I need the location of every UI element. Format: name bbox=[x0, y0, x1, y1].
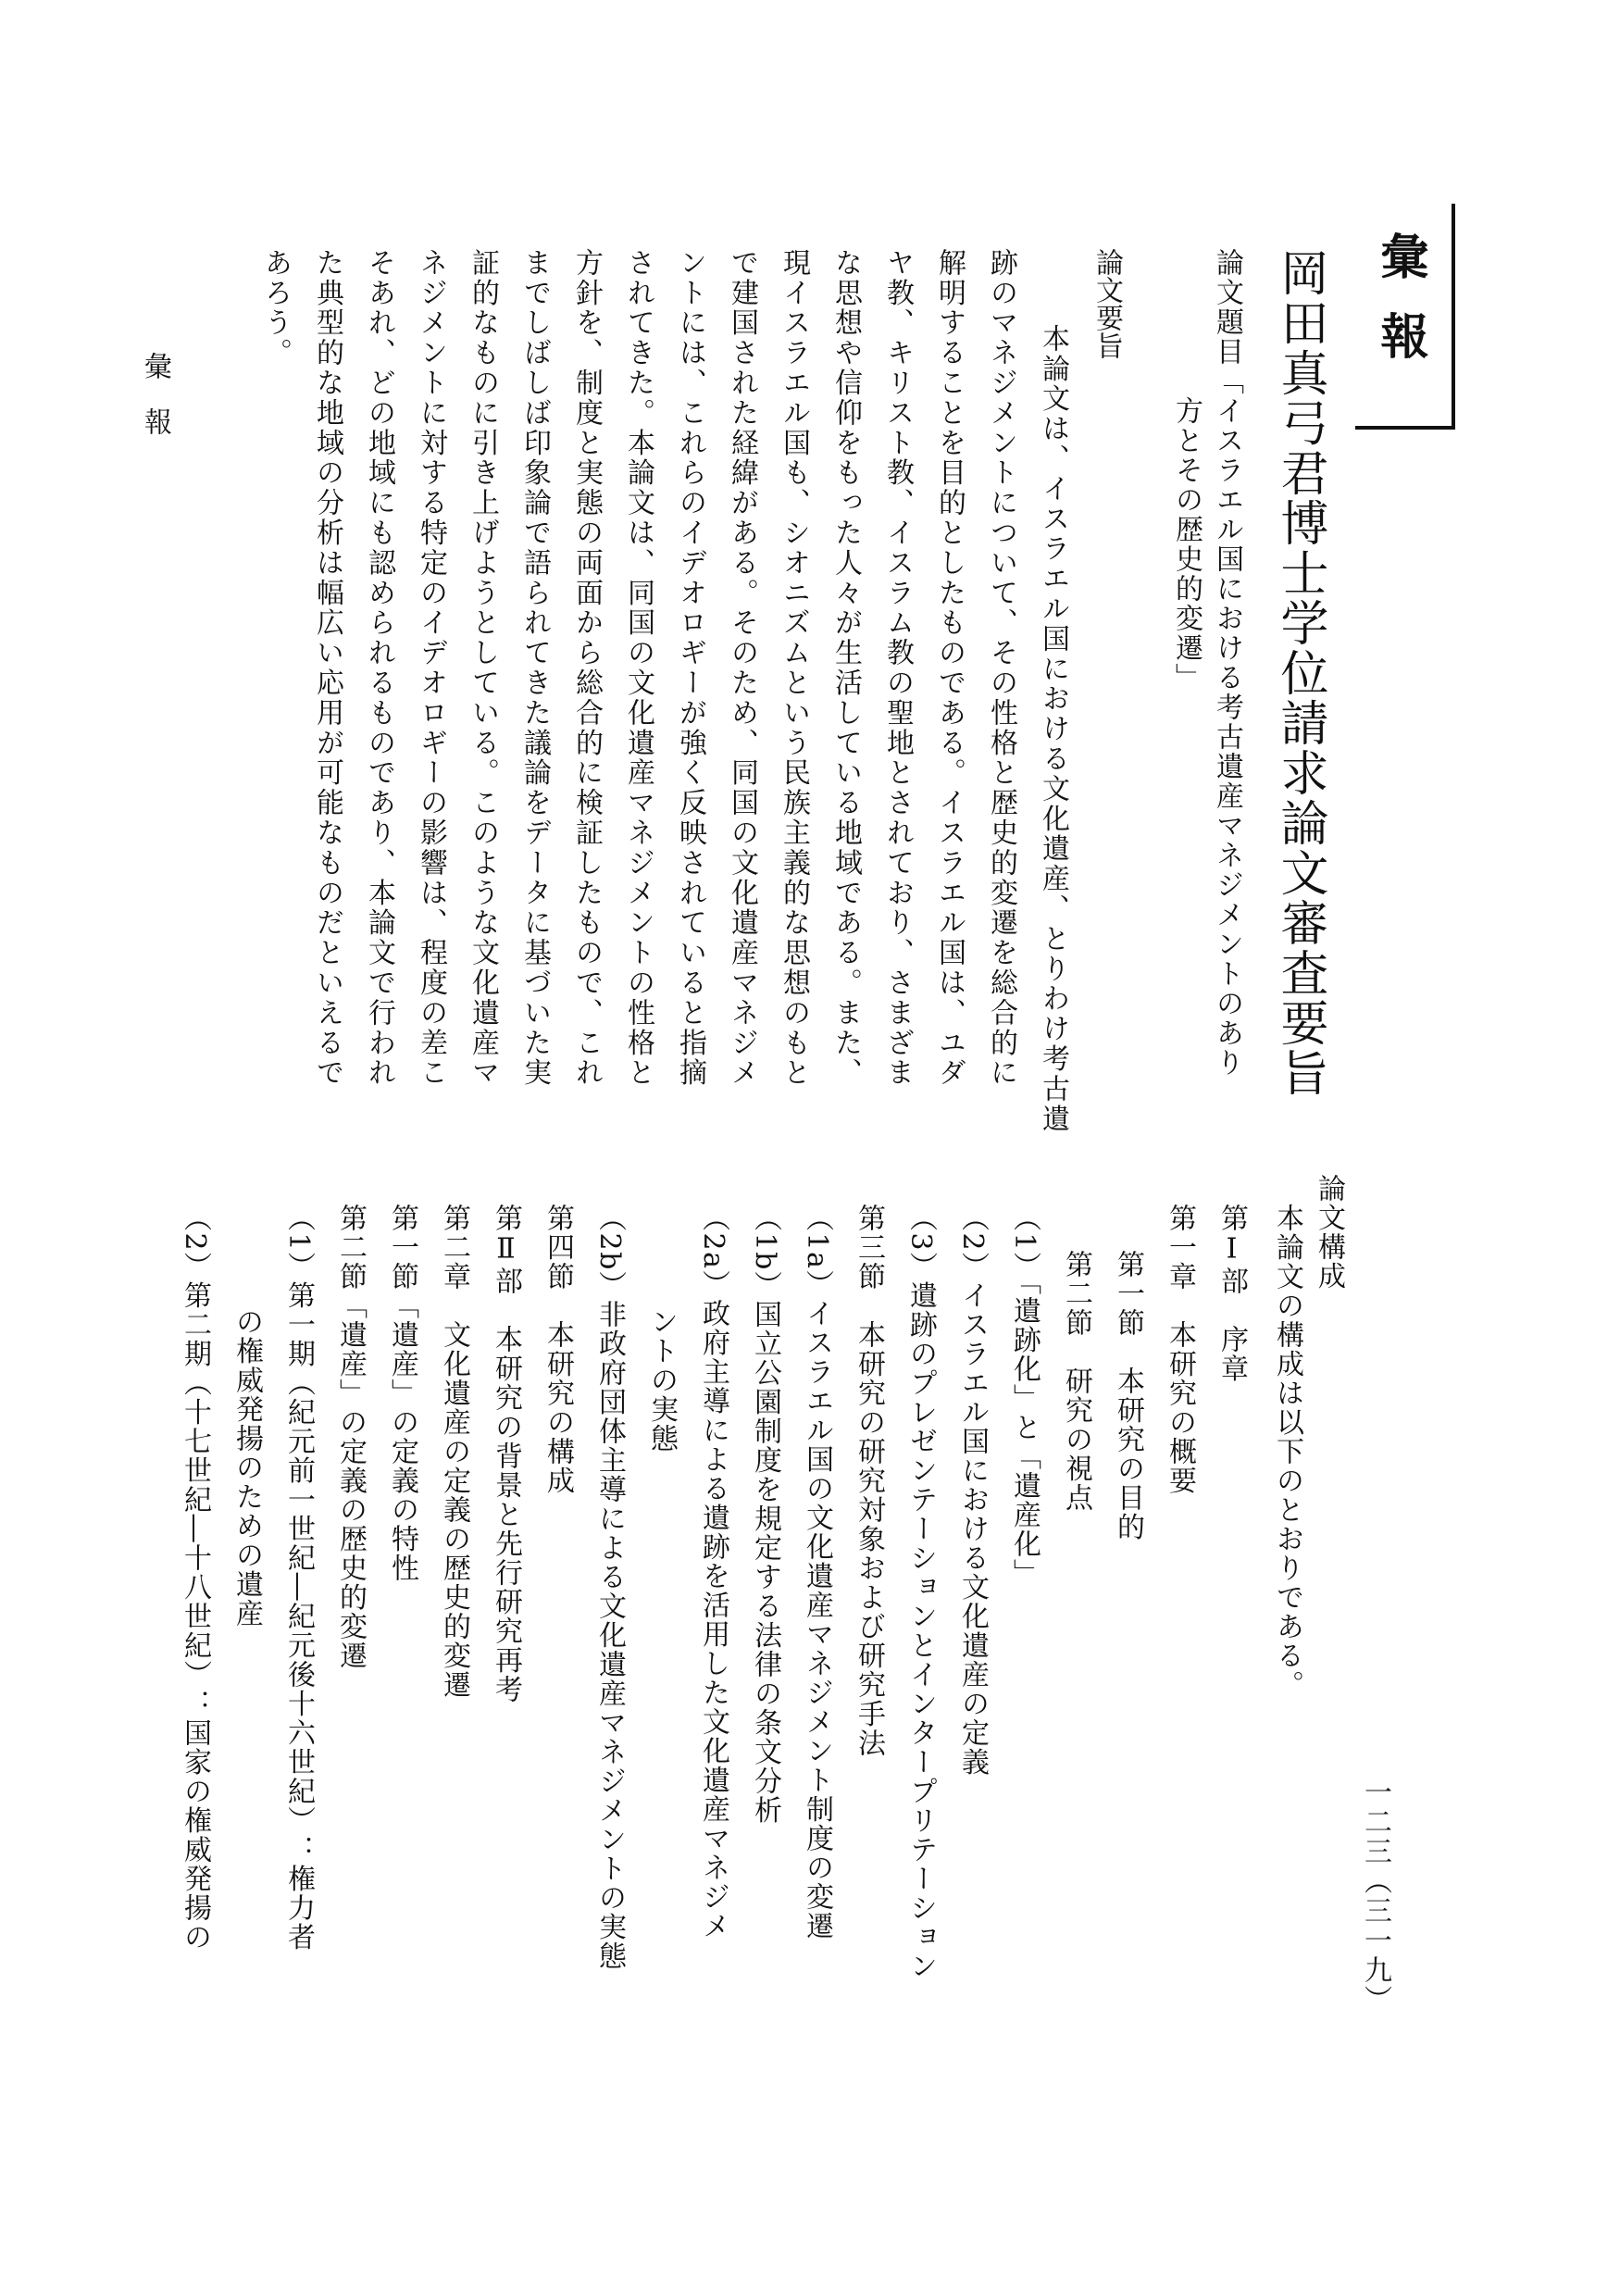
structure-item: 第二節 研究の視点 bbox=[1060, 1250, 1092, 1513]
structure-item: （1）「遺跡化」と「遺産化」 bbox=[1008, 1204, 1041, 1589]
summary-line: な思想や信仰をもった人々が生活している地域である。また、 bbox=[829, 248, 862, 1089]
summary-line: た典型的な地域の分析は幅広い応用が可能なものだといえるで bbox=[311, 248, 343, 1089]
structure-item: （2）イスラエル国における文化遺産の定義 bbox=[956, 1204, 989, 1778]
summary-line: あろう。 bbox=[259, 248, 292, 368]
summary-line: 方針を、制度と実態の両面から総合的に検証したもので、これ bbox=[570, 248, 603, 1089]
page-number: 一二三（三一九） bbox=[1359, 1778, 1391, 2015]
structure-item: 第一章 本研究の概要 bbox=[1164, 1204, 1196, 1495]
structure-item: 第二節「遺産」の定義の歴史的変遷 bbox=[334, 1204, 367, 1670]
summary-line: 本論文は、イスラエル国における文化遺産、とりわけ考古遺 bbox=[1037, 324, 1069, 1134]
structure-item: （2a）政府主導による遺跡を活用した文化遺産マネジメ bbox=[697, 1204, 729, 1940]
summary-line: 証的なものに引き上げようとしている。このような文化遺産マ bbox=[467, 248, 499, 1089]
summary-line: ントには、これらのイデオロギーが強く反映されていると指摘 bbox=[674, 248, 706, 1089]
structure-item: 第三節 本研究の研究対象および研究手法 bbox=[853, 1204, 885, 1758]
structure-item: の権威発揚のための遺産 bbox=[231, 1307, 263, 1628]
structure-item: （3）遺跡のプレゼンテーションとインタープリテーション bbox=[904, 1204, 937, 1981]
summary-line: 現イスラエル国も、シオニズムという民族主義的な思想のもと bbox=[778, 248, 810, 1089]
summary-line: 跡のマネジメントについて、その性格と歴史的変遷を総合的に bbox=[985, 248, 1017, 1089]
structure-item: ントの実態 bbox=[645, 1307, 678, 1454]
summary-line: ネジメントに対する特定のイデオロギーの影響は、程度の差こ bbox=[415, 248, 447, 1089]
summary-line: 解明することを目的としたものである。イスラエル国は、ユダ bbox=[933, 248, 966, 1089]
summary-heading: 論文要旨 bbox=[1090, 248, 1123, 359]
structure-intro: 本論文の構成は以下のとおりである。 bbox=[1271, 1204, 1303, 1700]
summary-line: ヤ教、キリスト教、イスラム教の聖地とされており、さまざま bbox=[881, 248, 914, 1089]
structure-item: 第Ⅰ部 序章 bbox=[1215, 1204, 1248, 1383]
summary-line: で建国された経緯がある。そのため、同国の文化遺産マネジメ bbox=[726, 248, 758, 1089]
structure-item: 第一節 本研究の目的 bbox=[1112, 1250, 1144, 1541]
structure-item: （1a）イスラエル国の文化遺産マネジメント制度の変遷 bbox=[801, 1204, 833, 1940]
structure-item: （1）第一期（紀元前一世紀―紀元後十六世紀）：権力者 bbox=[282, 1204, 315, 1953]
structure-item: 第四節 本研究の構成 bbox=[542, 1204, 574, 1495]
structure-item: （2）第二期（十七世紀―十八世紀）：国家の権威発揚の bbox=[179, 1204, 211, 1953]
structure-item: 第一節「遺産」の定義の特性 bbox=[386, 1204, 418, 1583]
structure-item: （1b）国立公園制度を規定する法律の条文分析 bbox=[749, 1204, 781, 1826]
footer-label: 彙報 bbox=[139, 352, 171, 463]
main-title: 岡田真弓君博士学位請求論文審査要旨 bbox=[1272, 248, 1327, 1098]
structure-item: 第二章 文化遺産の定義の歴史的変遷 bbox=[438, 1204, 470, 1700]
summary-line: そあれ、どの地域にも認められるものであり、本論文で行われ bbox=[363, 248, 395, 1089]
structure-heading: 論文構成 bbox=[1313, 1174, 1345, 1291]
thesis-title: 論文題目「イスラエル国における考古遺産マネジメントのあり bbox=[1211, 248, 1243, 1078]
structure-item: 第Ⅱ部 本研究の背景と先行研究再考 bbox=[490, 1204, 522, 1704]
header-title: 彙報 bbox=[1372, 231, 1428, 391]
thesis-title-continuation: 方とその歴史的変遷」 bbox=[1170, 396, 1203, 693]
summary-line: されてきた。本論文は、同国の文化遺産マネジメントの性格と bbox=[622, 248, 654, 1089]
structure-item: （2b）非政府団体主導による文化遺産マネジメントの実態 bbox=[593, 1204, 626, 1971]
summary-line: までしばしば印象論で語られてきた議論をデータに基づいた実 bbox=[518, 248, 551, 1089]
